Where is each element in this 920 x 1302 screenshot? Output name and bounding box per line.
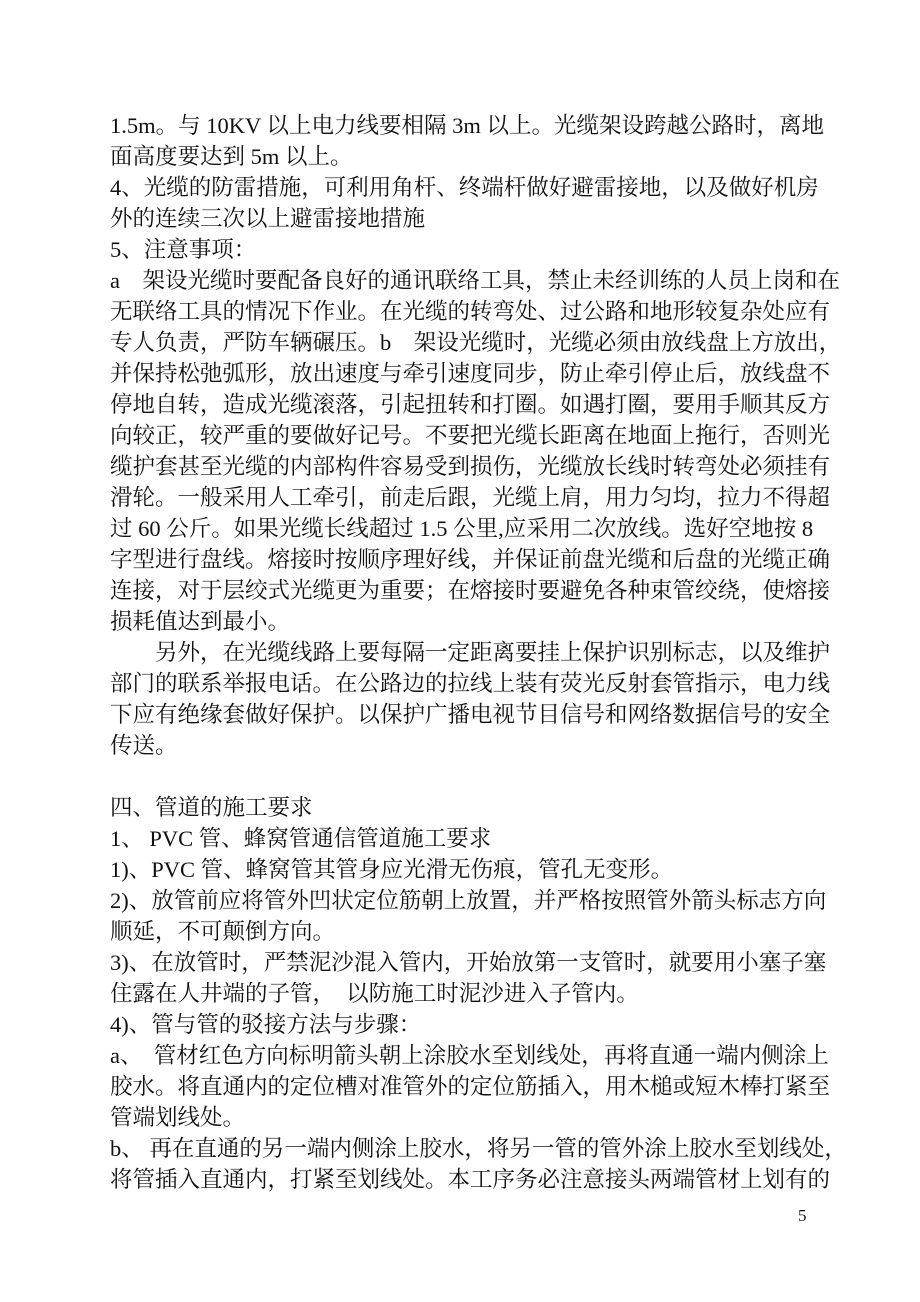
text-line: 面高度要达到 5m 以上。: [110, 144, 353, 169]
text-line: 1)、PVC 管、蜂窝管其管身应光滑无伤痕，管孔无变形。: [110, 857, 674, 882]
text-line: 胶水。将直通内的定位槽对准管外的定位筋插入，用木槌或短木棒打紧至: [110, 1074, 831, 1099]
text-line: 过 60 公斤。如果光缆长线超过 1.5 公里,应采用二次放线。选好空地按 8: [110, 516, 814, 541]
text-line: 5、注意事项：: [110, 237, 257, 262]
text-line: 无联络工具的情况下作业。在光缆的转弯处、过公路和地形较复杂处应有: [110, 299, 831, 324]
text-line: 部门的联系举报电话。在公路边的拉线上装有荧光反射套管指示，电力线: [110, 671, 831, 696]
text-line: 专人负责，严防车辆碾压。b 架设光缆时，光缆必须由放线盘上方放出，: [110, 330, 842, 355]
text-line: 滑轮。一般采用人工牵引，前走后跟，光缆上肩，用力匀均，拉力不得超: [110, 485, 831, 510]
blank-line: [110, 761, 822, 792]
text-line: 顺延，不可颠倒方向。: [110, 919, 336, 944]
text-line: a 架设光缆时要配备良好的通讯联络工具，禁止未经训练的人员上岗和在: [110, 268, 840, 293]
text-line: 下应有绝缘套做好保护。以保护广播电视节目信号和网络数据信号的安全: [110, 702, 831, 727]
text-line: 4、光缆的防雷措施，可利用角杆、终端杆做好避雷接地，以及做好机房: [110, 175, 819, 200]
text-line: a、 管材红色方向标明箭头朝上涂胶水至划线处，再将直通一端内侧涂上: [110, 1043, 829, 1068]
text-line: 字型进行盘线。熔接时按顺序理好线，并保证前盘光缆和后盘的光缆正确: [110, 547, 831, 572]
text-line: 3)、在放管时，严禁泥沙混入管内，开始放第一支管时，就要用小塞子塞: [110, 950, 827, 975]
text-line: 2)、放管前应将管外凹状定位筋朝上放置，并严格按照管外箭头标志方向: [110, 888, 827, 913]
text-line: 连接，对于层绞式光缆更为重要；在熔接时要避免各种束管绞绕，使熔接: [110, 578, 831, 603]
text-line: 1、 PVC 管、蜂窝管通信管道施工要求: [110, 826, 492, 851]
text-line: 向较正，较严重的要做好记号。不要把光缆长距离在地面上拖行，否则光: [110, 423, 831, 448]
text-line: 1.5m。与 10KV 以上电力线要相隔 3m 以上。光缆架设跨越公路时，离地: [110, 113, 824, 138]
text-line: 另外，在光缆线路上要每隔一定距离要挂上保护识别标志，以及维护: [110, 640, 831, 665]
text-line: 传送。: [110, 733, 178, 758]
text-line: 管端划线处。: [110, 1105, 246, 1130]
document-body: [110, 110, 847, 1195]
text-line: 停地自转，造成光缆滚落，引起扭转和打圈。如遇打圈，要用手顺其反方: [110, 392, 831, 417]
text-line: 缆护套甚至光缆的内部构件容易受到损伤，光缆放长线时转弯处必须挂有: [110, 454, 831, 479]
text-line: b、 再在直通的另一端内侧涂上胶水，将另一管的管外涂上胶水至划线处，: [110, 1136, 847, 1161]
page-number: 5: [798, 1206, 807, 1225]
text-line: 并保持松弛弧形，放出速度与牵引速度同步，防止牵引停止后，放线盘不: [110, 361, 831, 386]
text-line: 住露在人井端的子管， 以防施工时泥沙进入子管内。: [110, 981, 639, 1006]
section-heading: 四、管道的施工要求: [110, 795, 313, 820]
text-line: 4)、管与管的驳接方法与步骤：: [110, 1012, 422, 1037]
text-line: 损耗值达到最小。: [110, 609, 291, 634]
text-line: 将管插入直通内，打紧至划线处。本工序务必注意接头两端管材上划有的: [110, 1167, 831, 1192]
text-line: 外的连续三次以上避雷接地措施: [110, 206, 426, 231]
